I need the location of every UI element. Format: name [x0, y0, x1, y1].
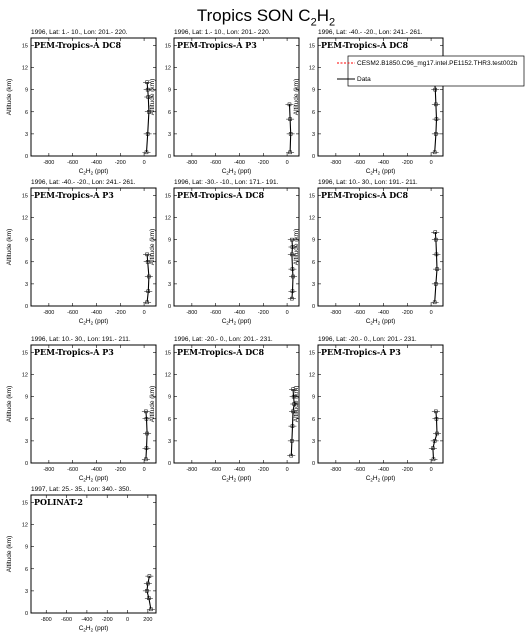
axis-label-part: C	[365, 318, 371, 325]
chart-panel-4	[6, 179, 156, 326]
y-tick-label: 6	[24, 566, 28, 573]
axis-label-part: (ppt)	[93, 168, 109, 175]
y-tick-label: 6	[311, 259, 315, 266]
x-tick-label: 0	[285, 467, 289, 473]
campaign-label: PEM-Tropics-A P3	[321, 347, 401, 357]
panel-header: 1996, Lat: 1.- 10., Lon: 201.- 220.	[174, 29, 271, 36]
y-tick-label: 9	[24, 544, 28, 551]
campaign-label: PEM-Tropics-A P3	[177, 40, 257, 50]
axis-label-part: C	[78, 625, 84, 632]
title-sub2: 2	[328, 16, 336, 29]
axis-label-part: 2	[226, 477, 229, 483]
plot-frame	[318, 188, 443, 306]
y-tick-label: 0	[167, 154, 171, 160]
panel-header: 1996, Lat: 1.- 10., Lon: 201.- 220.	[31, 29, 128, 36]
campaign-label: PEM-Tropics-A DC8	[34, 40, 122, 50]
x-tick-label: -600	[354, 467, 366, 473]
x-tick-label: -400	[233, 467, 245, 473]
panel-header: 1996, Lat: -40.- -20., Lon: 241.- 261.	[31, 179, 136, 186]
axis-label-part: H	[228, 475, 234, 482]
x-tick-label: -400	[233, 160, 245, 166]
axis-label-part: H	[372, 318, 378, 325]
x-tick-label: -600	[67, 467, 79, 473]
axis-label-part: 2	[370, 170, 373, 176]
plot-frame	[31, 495, 156, 613]
axis-label-part: C	[221, 318, 227, 325]
axis-label-part: (ppt)	[380, 475, 396, 482]
plot-frame	[31, 345, 156, 463]
x-tick-label: -200	[114, 160, 126, 166]
y-tick-label: 6	[311, 416, 315, 423]
panel-header: 1996, Lat: -40.- -20., Lon: 241.- 261.	[318, 29, 423, 36]
y-axis-label: Altitude (km)	[293, 385, 300, 423]
y-tick-label: 0	[24, 304, 28, 310]
chart-panel-6	[293, 179, 443, 326]
x-axis-label	[79, 625, 109, 633]
x-axis-label	[366, 475, 396, 483]
y-tick-label: 3	[24, 131, 28, 138]
y-tick-label: 0	[311, 461, 315, 467]
x-tick-label: -400	[377, 160, 389, 166]
x-tick-label: -200	[401, 160, 413, 166]
axis-label-part: (ppt)	[380, 168, 396, 175]
y-tick-label: 0	[24, 611, 28, 617]
plot-frame	[174, 345, 299, 463]
y-tick-label: 9	[311, 87, 315, 94]
chart-panel-3	[293, 29, 443, 176]
y-tick-label: 12	[164, 215, 171, 222]
y-tick-label: 15	[164, 193, 171, 200]
data-series-line	[147, 576, 151, 609]
y-tick-label: 15	[21, 43, 28, 50]
y-tick-label: 0	[311, 154, 315, 160]
y-tick-label: 15	[308, 43, 315, 50]
campaign-label: PEM-Tropics-A DC8	[321, 40, 409, 50]
axis-label-part: (ppt)	[380, 318, 396, 325]
y-tick-label: 12	[164, 65, 171, 72]
axis-label-part: H	[372, 168, 378, 175]
axis-label-part: H	[85, 625, 91, 632]
y-tick-label: 3	[167, 281, 171, 288]
x-tick-label: -800	[330, 467, 342, 473]
y-tick-label: 15	[21, 350, 28, 357]
axis-label-part: 2	[226, 170, 229, 176]
y-tick-label: 15	[21, 193, 28, 200]
plot-frame	[174, 188, 299, 306]
axis-label-part: 2	[233, 320, 237, 326]
y-tick-label: 12	[21, 215, 28, 222]
axis-label-part: C	[78, 318, 84, 325]
panel-header: 1996, Lat: -20.- 0., Lon: 201.- 231.	[318, 336, 417, 343]
axis-label-part: H	[372, 475, 378, 482]
y-tick-label: 3	[24, 588, 28, 595]
axis-label-part: 2	[226, 320, 229, 326]
y-tick-label: 15	[21, 500, 28, 507]
chart-panel-7	[6, 336, 156, 483]
x-tick-label: -200	[257, 467, 269, 473]
axis-label-part: H	[85, 168, 91, 175]
x-tick-label: -800	[330, 310, 342, 316]
y-tick-label: 0	[311, 304, 315, 310]
y-axis-label: Altitude (km)	[149, 228, 156, 266]
x-axis-label	[366, 318, 396, 326]
y-tick-label: 15	[308, 193, 315, 200]
y-tick-label: 6	[24, 259, 28, 266]
legend-data-label: Data	[357, 76, 371, 83]
x-tick-label: -600	[210, 310, 222, 316]
axis-label-part: 2	[83, 627, 86, 633]
y-tick-label: 9	[167, 237, 171, 244]
axis-label-part: C	[221, 168, 227, 175]
y-tick-label: 12	[308, 65, 315, 72]
x-tick-label: -200	[401, 310, 413, 316]
axis-label-part: (ppt)	[93, 475, 109, 482]
y-tick-label: 15	[164, 43, 171, 50]
y-axis-label: Altitude (km)	[6, 228, 13, 266]
x-tick-label: 0	[142, 310, 146, 316]
y-axis-label: Altitude (km)	[6, 535, 13, 573]
axis-label-part: (ppt)	[236, 475, 252, 482]
data-series-line	[290, 104, 291, 152]
x-tick-label: 0	[429, 310, 433, 316]
campaign-label: PEM-Tropics-A DC8	[177, 347, 265, 357]
y-tick-label: 0	[167, 304, 171, 310]
y-tick-label: 3	[167, 131, 171, 138]
x-tick-label: -800	[186, 160, 198, 166]
campaign-label: POLINAT-2	[34, 497, 83, 507]
axis-label-part: C	[221, 475, 227, 482]
x-tick-label: -400	[233, 310, 245, 316]
chart-panel-5	[149, 179, 299, 326]
legend-model-label: CESM2.B1850.C96_mg17.intel.PE1152.THR3.test002b	[357, 60, 518, 67]
plot-frame	[31, 38, 156, 156]
y-axis-label: Altitude (km)	[149, 78, 156, 116]
axis-label-part: H	[228, 168, 234, 175]
panel-header: 1996, Lat: -30.- -10., Lon: 171.- 191.	[174, 179, 279, 186]
axis-label-part: H	[228, 318, 234, 325]
y-tick-label: 9	[311, 394, 315, 401]
y-tick-label: 15	[164, 350, 171, 357]
y-axis-label: Altitude (km)	[6, 78, 13, 116]
x-axis-label	[79, 475, 109, 483]
y-tick-label: 9	[311, 237, 315, 244]
x-tick-label: -400	[377, 467, 389, 473]
axis-label-part: 2	[377, 170, 381, 176]
x-tick-label: -800	[330, 160, 342, 166]
y-tick-label: 0	[24, 461, 28, 467]
x-tick-label: -200	[257, 160, 269, 166]
y-axis-label: Altitude (km)	[149, 385, 156, 423]
y-tick-label: 3	[24, 281, 28, 288]
title-sub: 2	[310, 16, 317, 29]
axis-label-part: 2	[90, 320, 94, 326]
x-tick-label: -600	[67, 310, 79, 316]
axis-label-part: 2	[233, 477, 237, 483]
data-series-line	[435, 232, 437, 302]
campaign-label: PEM-Tropics-A P3	[34, 190, 114, 200]
data-series-line	[435, 82, 437, 152]
y-tick-label: 9	[167, 87, 171, 94]
axis-label-part: (ppt)	[93, 318, 109, 325]
y-tick-label: 3	[311, 131, 315, 138]
y-tick-label: 6	[311, 109, 315, 116]
y-tick-label: 3	[311, 438, 315, 445]
y-tick-label: 9	[167, 394, 171, 401]
chart-panel-2	[149, 29, 299, 176]
x-tick-label: -200	[101, 617, 113, 623]
plot-frame	[31, 188, 156, 306]
axis-label-part: (ppt)	[236, 168, 252, 175]
y-tick-label: 3	[167, 438, 171, 445]
y-tick-label: 3	[311, 281, 315, 288]
y-tick-label: 12	[308, 215, 315, 222]
plot-frame	[318, 345, 443, 463]
x-tick-label: 0	[285, 310, 289, 316]
y-tick-label: 3	[24, 438, 28, 445]
axis-label-part: 2	[377, 477, 381, 483]
axis-label-part: (ppt)	[236, 318, 252, 325]
y-axis-label: Altitude (km)	[293, 228, 300, 266]
x-tick-label: -800	[186, 467, 198, 473]
x-tick-label: 0	[142, 160, 146, 166]
x-tick-label: -800	[43, 467, 55, 473]
x-tick-label: -600	[61, 617, 73, 623]
axis-label-part: 2	[377, 320, 381, 326]
panel-header: 1996, Lat: 10.- 30., Lon: 191.- 211.	[318, 179, 418, 186]
panel-header: 1996, Lat: -20.- 0., Lon: 201.- 231.	[174, 336, 273, 343]
x-tick-label: -200	[257, 310, 269, 316]
x-axis-label	[222, 318, 252, 326]
panel-header: 1996, Lat: 10.- 30., Lon: 191.- 211.	[31, 336, 131, 343]
x-tick-label: -400	[377, 310, 389, 316]
x-tick-label: -600	[210, 160, 222, 166]
x-tick-label: -600	[210, 467, 222, 473]
panel-header: 1997, Lat: 25.- 35., Lon: 340.- 350.	[31, 486, 132, 493]
x-tick-label: -800	[43, 160, 55, 166]
y-tick-label: 6	[167, 416, 171, 423]
y-tick-label: 0	[167, 461, 171, 467]
y-tick-label: 12	[21, 65, 28, 72]
axis-label-part: 2	[90, 170, 94, 176]
axis-label-part: C	[365, 475, 371, 482]
campaign-label: PEM-Tropics-A DC8	[177, 190, 265, 200]
x-tick-label: -800	[186, 310, 198, 316]
x-axis-label	[222, 475, 252, 483]
campaign-label: PEM-Tropics-A P3	[34, 347, 114, 357]
y-tick-label: 12	[308, 372, 315, 379]
axis-label-part: C	[365, 168, 371, 175]
axis-label-part: 2	[90, 477, 94, 483]
y-axis-label: Altitude (km)	[6, 385, 13, 423]
x-tick-label: -200	[114, 310, 126, 316]
chart-panel-1	[6, 29, 156, 176]
campaign-label: PEM-Tropics-A DC8	[321, 190, 409, 200]
axis-label-part: 2	[83, 170, 86, 176]
y-tick-label: 9	[24, 394, 28, 401]
axis-label-part: C	[78, 475, 84, 482]
x-axis-label	[366, 168, 396, 176]
y-tick-label: 9	[24, 87, 28, 94]
x-axis-label	[79, 318, 109, 326]
x-tick-label: -400	[90, 160, 102, 166]
x-tick-label: -200	[114, 467, 126, 473]
chart-panel-9	[293, 336, 443, 483]
plot-frame	[174, 38, 299, 156]
chart-panel-10	[6, 486, 156, 633]
x-tick-label: 0	[126, 617, 130, 623]
y-tick-label: 6	[167, 109, 171, 116]
x-tick-label: 0	[142, 467, 146, 473]
x-axis-label	[79, 168, 109, 176]
axis-label-part: 2	[370, 477, 373, 483]
y-tick-label: 9	[24, 237, 28, 244]
axis-label-part: 2	[83, 477, 86, 483]
x-tick-label: 0	[285, 160, 289, 166]
x-tick-label: -600	[354, 160, 366, 166]
x-tick-label: 0	[429, 467, 433, 473]
x-tick-label: 0	[429, 160, 433, 166]
title-main: Tropics SON C	[196, 6, 311, 25]
axis-label-part: 2	[83, 320, 86, 326]
legend	[337, 56, 524, 86]
x-axis-label	[222, 168, 252, 176]
axis-label-part: H	[85, 475, 91, 482]
y-axis-label: Altitude (km)	[293, 78, 300, 116]
x-tick-label: -600	[354, 310, 366, 316]
axis-label-part: H	[85, 318, 91, 325]
y-tick-label: 6	[167, 259, 171, 266]
axis-label-part: C	[78, 168, 84, 175]
y-tick-label: 0	[24, 154, 28, 160]
x-tick-label: -800	[40, 617, 52, 623]
x-tick-label: -400	[90, 467, 102, 473]
axis-label-part: (ppt)	[93, 625, 109, 632]
y-tick-label: 12	[21, 372, 28, 379]
x-tick-label: -600	[67, 160, 79, 166]
x-tick-label: 200	[143, 617, 153, 623]
y-tick-label: 15	[308, 350, 315, 357]
y-tick-label: 6	[24, 416, 28, 423]
x-tick-label: -800	[43, 310, 55, 316]
x-tick-label: -200	[401, 467, 413, 473]
x-tick-label: -400	[81, 617, 93, 623]
y-tick-label: 6	[24, 109, 28, 116]
axis-label-part: 2	[370, 320, 373, 326]
title-tail: H	[316, 6, 329, 25]
y-tick-label: 12	[21, 522, 28, 529]
y-tick-label: 12	[164, 372, 171, 379]
axis-label-part: 2	[90, 627, 94, 633]
x-tick-label: -400	[90, 310, 102, 316]
chart-panel-8	[149, 336, 299, 483]
axis-label-part: 2	[233, 170, 237, 176]
